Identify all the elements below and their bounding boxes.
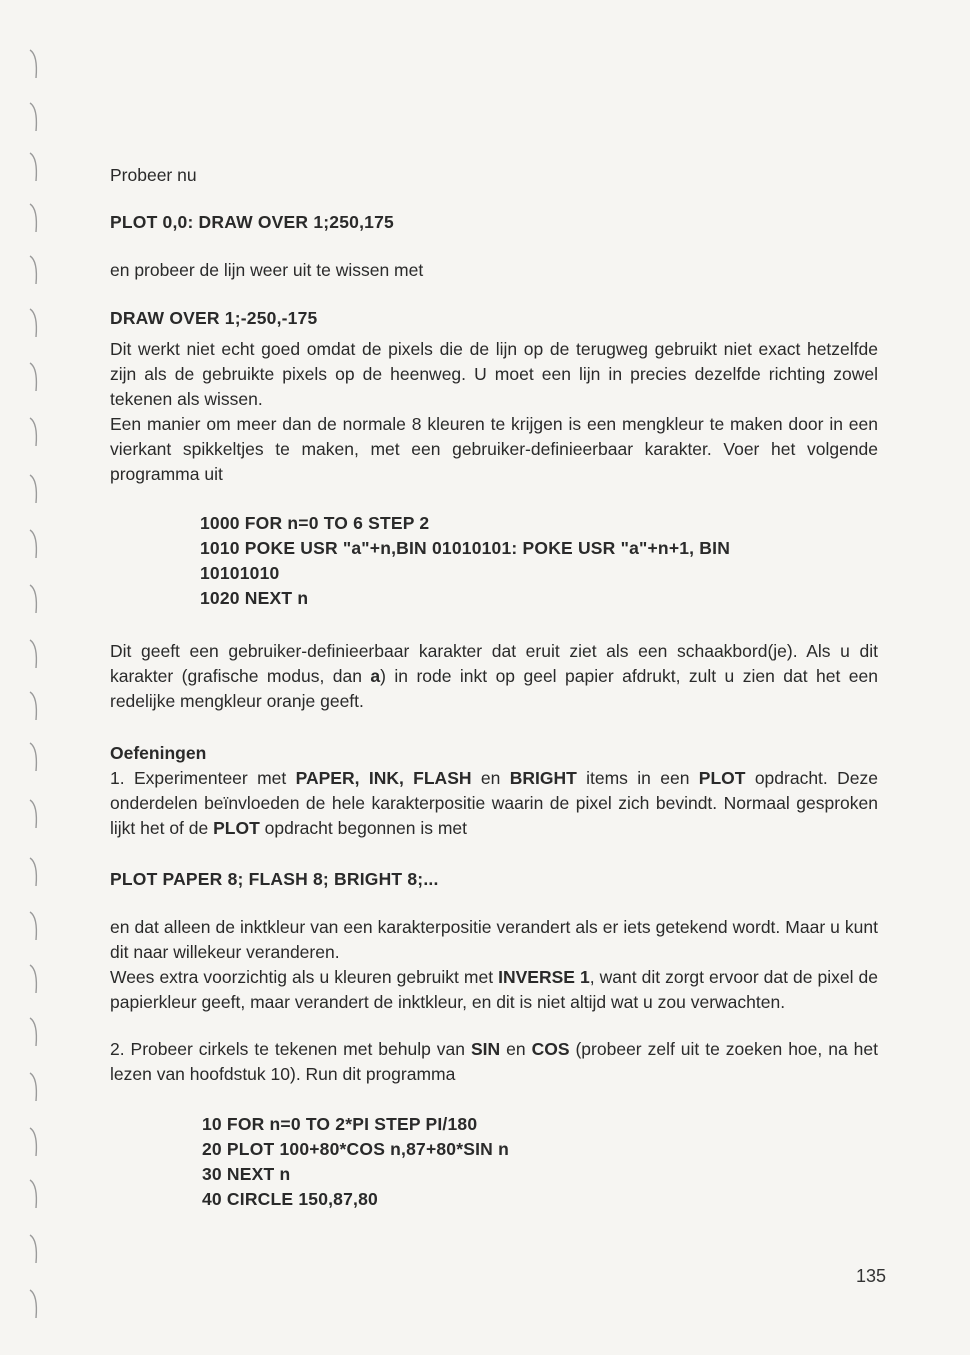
paragraph-4: en dat alleen de inktkleur van een karakterpositie verandert als er iets getekend wordt. Maar u kunt dit naar willekeur veranderen. [110, 917, 878, 962]
exercise-1-keyword: PLOT [213, 818, 260, 838]
program-1 [200, 511, 878, 611]
binder-ring-holes [0, 0, 60, 1350]
paragraph-5-text: Wees extra voorzichtig als u kleuren gebruikt met [110, 967, 499, 987]
exercise-1-text: items in een [576, 768, 699, 788]
exercise-1-text: opdracht begonnen is met [259, 818, 468, 838]
exercise-2-text: en [500, 1039, 532, 1059]
text-erase: en probeer de lijn weer uit te wissen met [110, 260, 424, 280]
program-1-line: 1010 POKE USR "a"+n,BIN 01010101: POKE USR "a"+n+1, BIN [200, 538, 731, 558]
paragraph-3-key: a [370, 666, 381, 686]
exercise-1 [110, 766, 878, 841]
paragraph-5 [110, 965, 878, 1015]
exercise-2-text: (probeer zelf uit te zoeken hoe, na het lezen van hoofdstuk 10). Run dit programma [110, 1039, 878, 1084]
program-2 [202, 1112, 878, 1212]
program-1-line: 1020 NEXT n [200, 588, 309, 608]
exercise-2-keyword: COS [531, 1039, 570, 1059]
program-2-line: 40 CIRCLE 150,87,80 [202, 1189, 378, 1209]
paragraph-3-post: ) in rode inkt op geel papier afdrukt, zult u zien dat het een redelijke mengkleur oranje geeft. [110, 666, 878, 711]
exercise-2 [110, 1037, 878, 1087]
program-2-line: 20 PLOT 100+80*COS n,87+80*SIN n [202, 1139, 509, 1159]
code-plot-draw: PLOT 0,0: DRAW OVER 1;250,175 [110, 212, 394, 232]
binder-ring-holes-graphic [0, 0, 60, 1350]
paragraph-5-text: , want dit zorgt ervoor dat de pixel de papierkleur geeft, maar verandert de inktkleur, en dit is niet altijd wat u zou verwachten. [110, 967, 878, 1012]
paragraph-5-keyword: INVERSE 1 [498, 967, 590, 987]
code-plot-paper: PLOT PAPER 8; FLASH 8; BRIGHT 8;... [110, 869, 439, 889]
paragraph-3 [110, 639, 878, 714]
exercise-2-text: 2. Probeer cirkels te tekenen met behulp van [110, 1039, 471, 1059]
program-2-line: 30 NEXT n [202, 1164, 291, 1184]
program-1-line: 1000 FOR n=0 TO 6 STEP 2 [200, 513, 430, 533]
exercise-1-text: opdracht. Deze onderdelen beïnvloeden de hele karakterpositie waarin de pixel zich bevindt. Normaal gesproken lijkt het of de [110, 768, 878, 838]
exercise-1-text: 1. Experimenteer met [110, 768, 296, 788]
page-body [110, 163, 878, 1212]
paragraph-1: Dit werkt niet echt goed omdat de pixels die de lijn op de terugweg gebruikt niet exact hetzelfde zijn als de gebruikte pixels op de heenweg. U moet een lijn in precies dezelfde richting zowel tekenen als wissen. [110, 339, 878, 409]
program-2-line: 10 FOR n=0 TO 2*PI STEP PI/180 [202, 1114, 478, 1134]
exercise-1-text: en [471, 768, 510, 788]
paragraph-3-pre: Dit geeft een gebruiker-definieerbaar karakter dat eruit ziet als een schaakbord(je). Als u dit karakter (grafische modus, dan [110, 641, 878, 686]
exercise-1-keyword: PAPER, INK, FLASH [295, 768, 472, 788]
exercise-1-keyword: PLOT [698, 768, 746, 788]
code-draw-over: DRAW OVER 1;-250,-175 [110, 308, 318, 328]
exercise-2-keyword: SIN [470, 1039, 501, 1059]
program-1-line: 10101010 [200, 563, 280, 583]
paragraph-2: Een manier om meer dan de normale 8 kleuren te krijgen is een mengkleur te maken door in een vierkant spikkeltjes te maken, met een gebruiker-definieerbaar karakter. Voer het volgende programma uit [110, 414, 878, 484]
page-number: 135 [856, 1266, 887, 1286]
section-heading: Oefeningen [110, 743, 207, 763]
intro-text: Probeer nu [110, 165, 197, 185]
exercise-1-keyword: BRIGHT [509, 768, 577, 788]
